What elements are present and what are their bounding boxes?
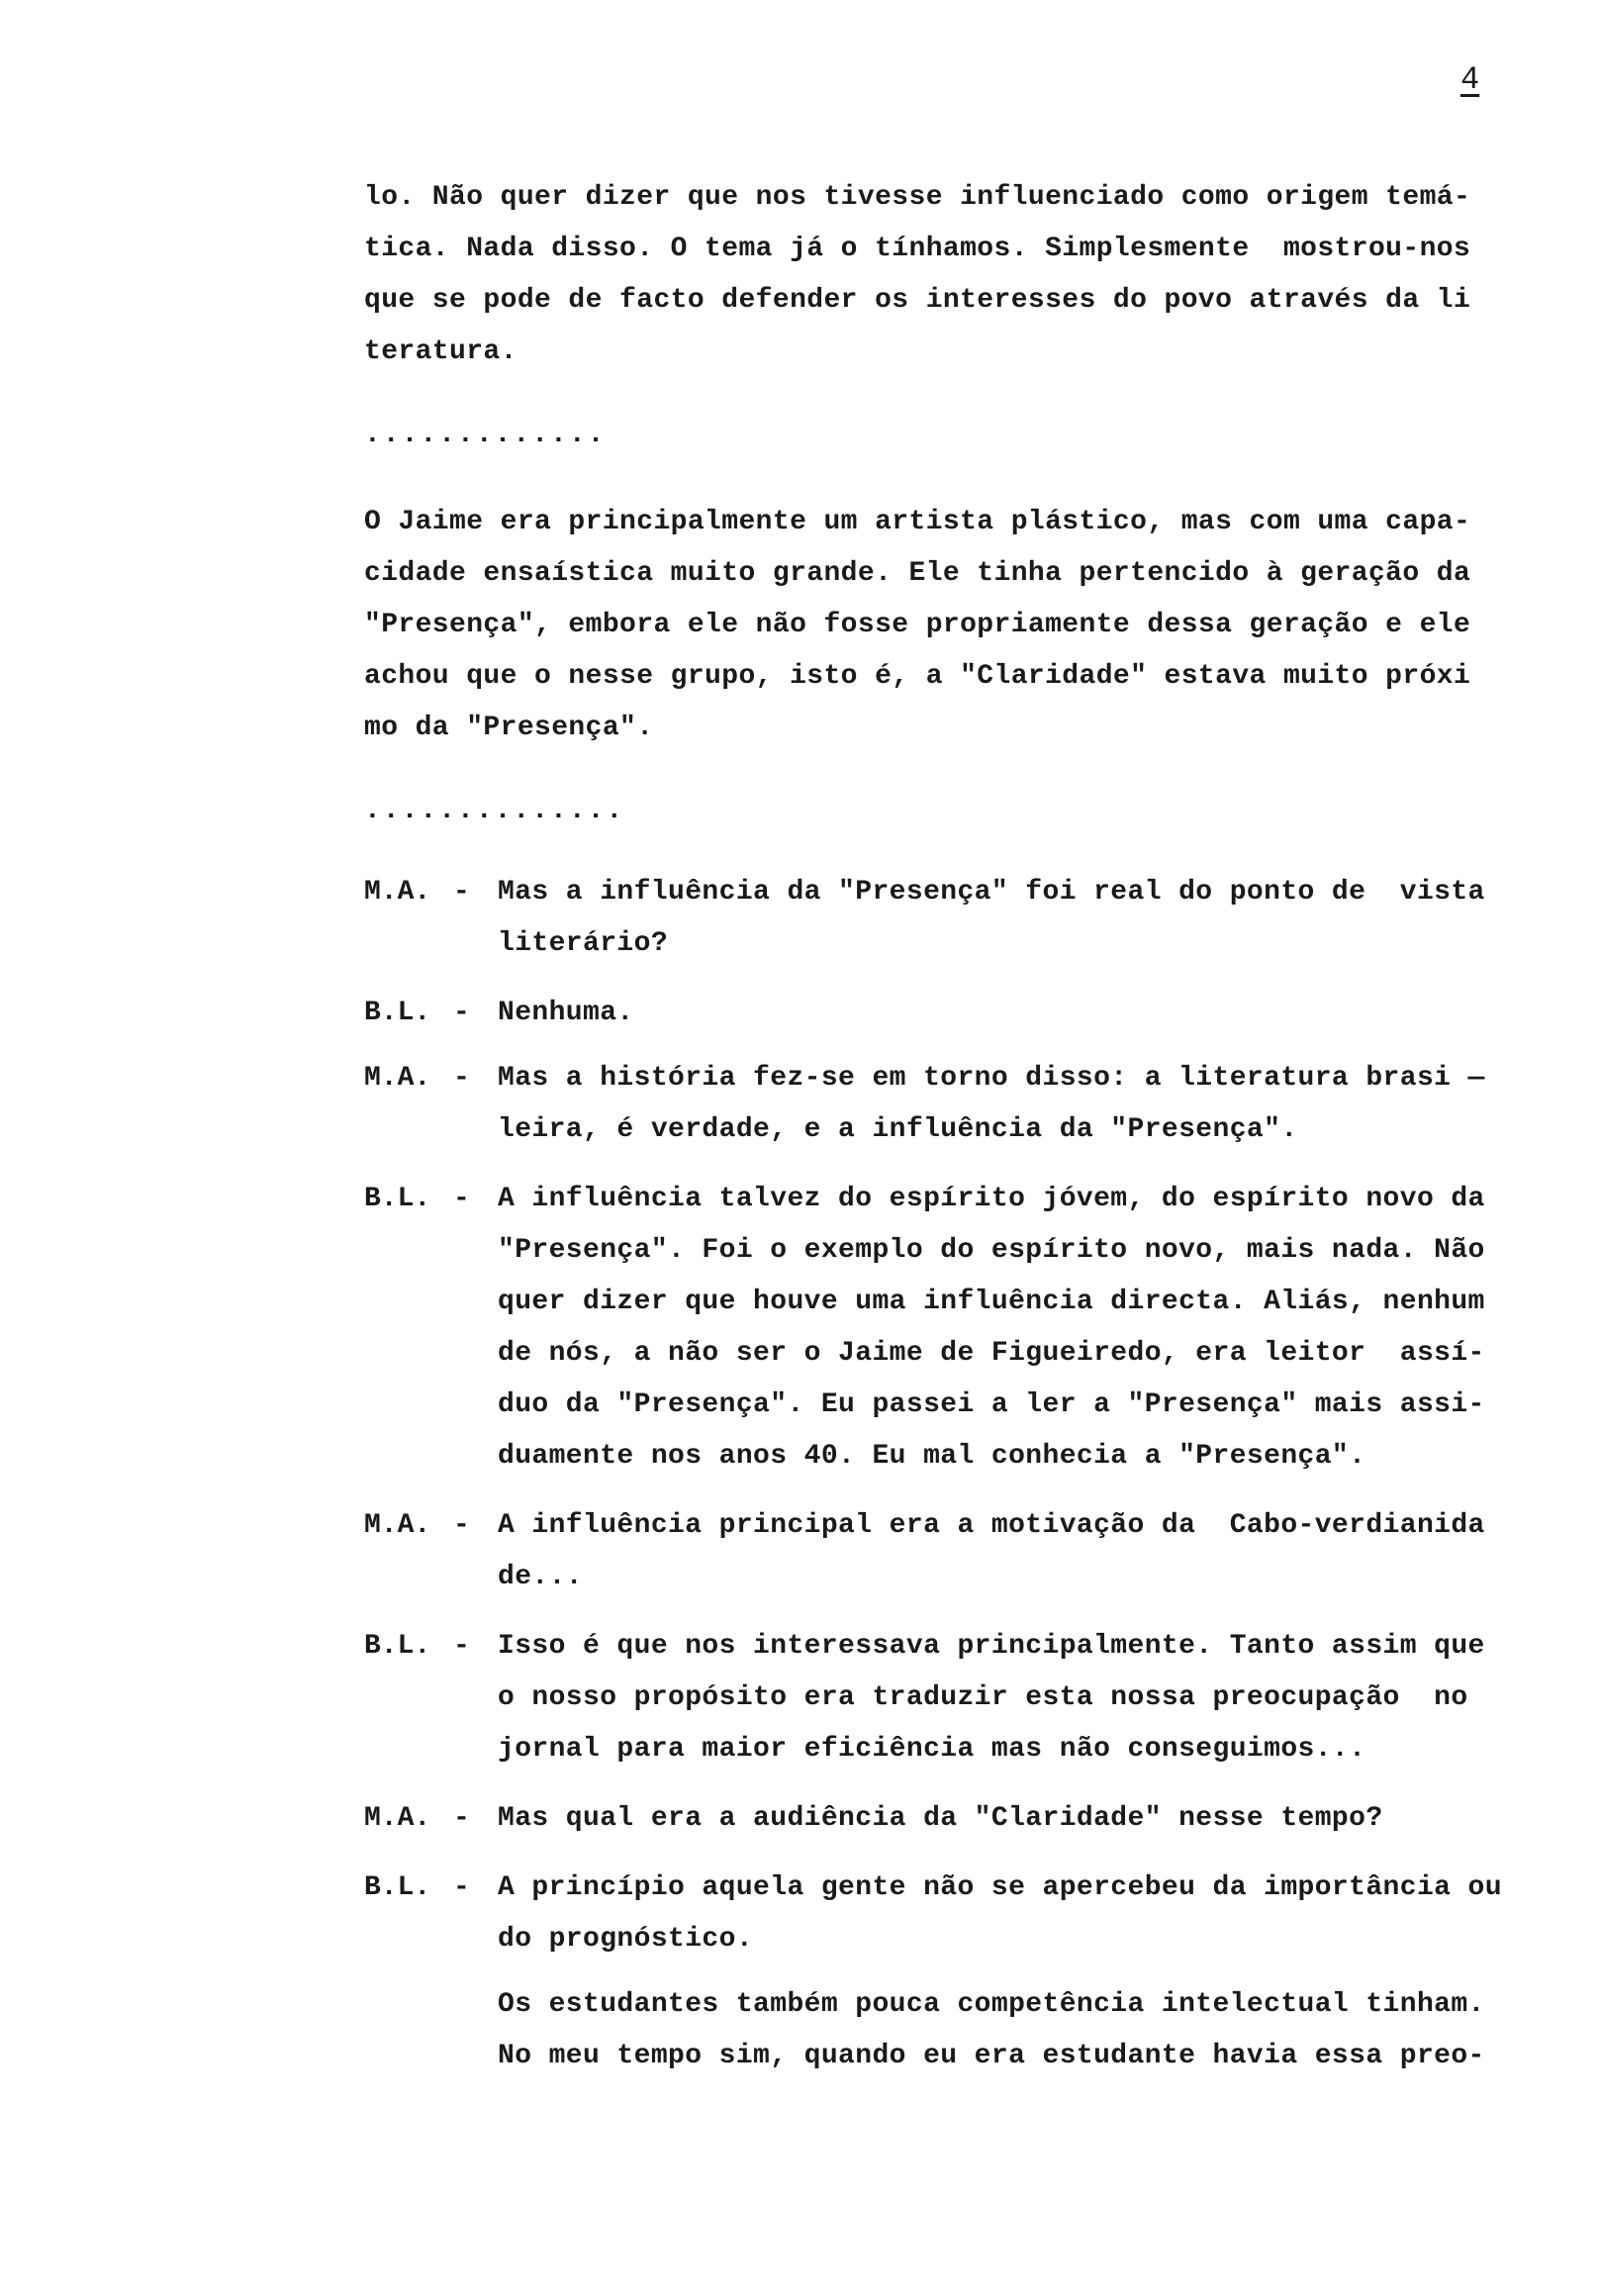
separator-dots-2: .............. — [364, 796, 625, 826]
paragraph-1-line-4: teratura. — [364, 336, 517, 367]
dialogue-dash: - — [453, 1803, 470, 1834]
dialogue-line: leira, é verdade, e a influência da "Presença". — [498, 1114, 1298, 1145]
dialogue-speaker: M.A. — [364, 1510, 431, 1541]
dialogue-dash: - — [453, 1872, 470, 1903]
dialogue-line: quer dizer que houve uma influência directa. Aliás, nenhum — [498, 1287, 1485, 1317]
dialogue-line: A influência talvez do espírito jóvem, do espírito novo da — [498, 1184, 1485, 1214]
dialogue-line: "Presença". Foi o exemplo do espírito novo, mais nada. Não — [498, 1235, 1485, 1266]
dialogue-line: Nenhuma. — [498, 998, 634, 1028]
dialogue-dash: - — [453, 1063, 470, 1094]
dialogue-line: de... — [498, 1562, 584, 1592]
dialogue-dash: - — [453, 877, 470, 908]
dialogue-speaker: M.A. — [364, 877, 431, 908]
dialogue-line: jornal para maior eficiência mas não conseguimos... — [498, 1734, 1366, 1765]
dialogue-dash: - — [453, 1631, 470, 1662]
dialogue-dash: - — [453, 1184, 470, 1214]
dialogue-speaker: M.A. — [364, 1803, 431, 1834]
paragraph-2-line-1: O Jaime era principalmente um artista plástico, mas com uma capa- — [364, 507, 1471, 537]
paragraph-1-line-3: que se pode de facto defender os interesses do povo através da li — [364, 285, 1471, 316]
dialogue-speaker: B.L. — [364, 1184, 431, 1214]
paragraph-1-line-1: lo. Não quer dizer que nos tivesse influenciado como origem temá- — [364, 182, 1471, 213]
paragraph-2-line-2: cidade ensaística muito grande. Ele tinha pertencido à geração da — [364, 558, 1471, 589]
dialogue-line: Isso é que nos interessava principalmente. Tanto assim que — [498, 1631, 1485, 1662]
paragraph-2-line-5: mo da "Presença". — [364, 713, 654, 743]
dialogue-speaker: B.L. — [364, 998, 431, 1028]
continuation-line-2: No meu tempo sim, quando eu era estudante havia essa preo- — [498, 2041, 1485, 2071]
dialogue-speaker: B.L. — [364, 1872, 431, 1903]
paragraph-1-line-2: tica. Nada disso. O tema já o tínhamos. Simplesmente mostrou-nos — [364, 234, 1471, 264]
dialogue-line: o nosso propósito era traduzir esta nossa preocupação no — [498, 1682, 1468, 1713]
dialogue-dash: - — [453, 1510, 470, 1541]
dialogue-dash: - — [453, 998, 470, 1028]
page-number: 4 — [1460, 61, 1480, 98]
separator-dots-1: ............. — [364, 420, 607, 450]
dialogue-line: duamente nos anos 40. Eu mal conhecia a "Presença". — [498, 1441, 1366, 1472]
dialogue-line: duo da "Presença". Eu passei a ler a "Presença" mais assi- — [498, 1389, 1485, 1420]
continuation-line-1: Os estudantes também pouca competência intelectual tinham. — [498, 1989, 1485, 2020]
dialogue-speaker: B.L. — [364, 1631, 431, 1662]
dialogue-line: Mas a influência da "Presença" foi real do ponto de vista — [498, 877, 1485, 908]
dialogue-line: de nós, a não ser o Jaime de Figueiredo, era leitor assí- — [498, 1338, 1485, 1369]
dialogue-line: literário? — [498, 928, 669, 959]
dialogue-speaker: M.A. — [364, 1063, 431, 1094]
dialogue-line: Mas qual era a audiência da "Claridade" nesse tempo? — [498, 1803, 1383, 1834]
dialogue-line: do prognóstico. — [498, 1924, 754, 1955]
paragraph-2-line-4: achou que o nesse grupo, isto é, a "Claridade" estava muito próxi — [364, 661, 1471, 692]
dialogue-line: Mas a história fez-se em torno disso: a literatura brasi — — [498, 1063, 1485, 1094]
paragraph-2-line-3: "Presença", embora ele não fosse propriamente dessa geração e ele — [364, 610, 1471, 640]
dialogue-line: A influência principal era a motivação da Cabo-verdianida — [498, 1510, 1485, 1541]
dialogue-line: A princípio aquela gente não se apercebeu da importância ou — [498, 1872, 1502, 1903]
